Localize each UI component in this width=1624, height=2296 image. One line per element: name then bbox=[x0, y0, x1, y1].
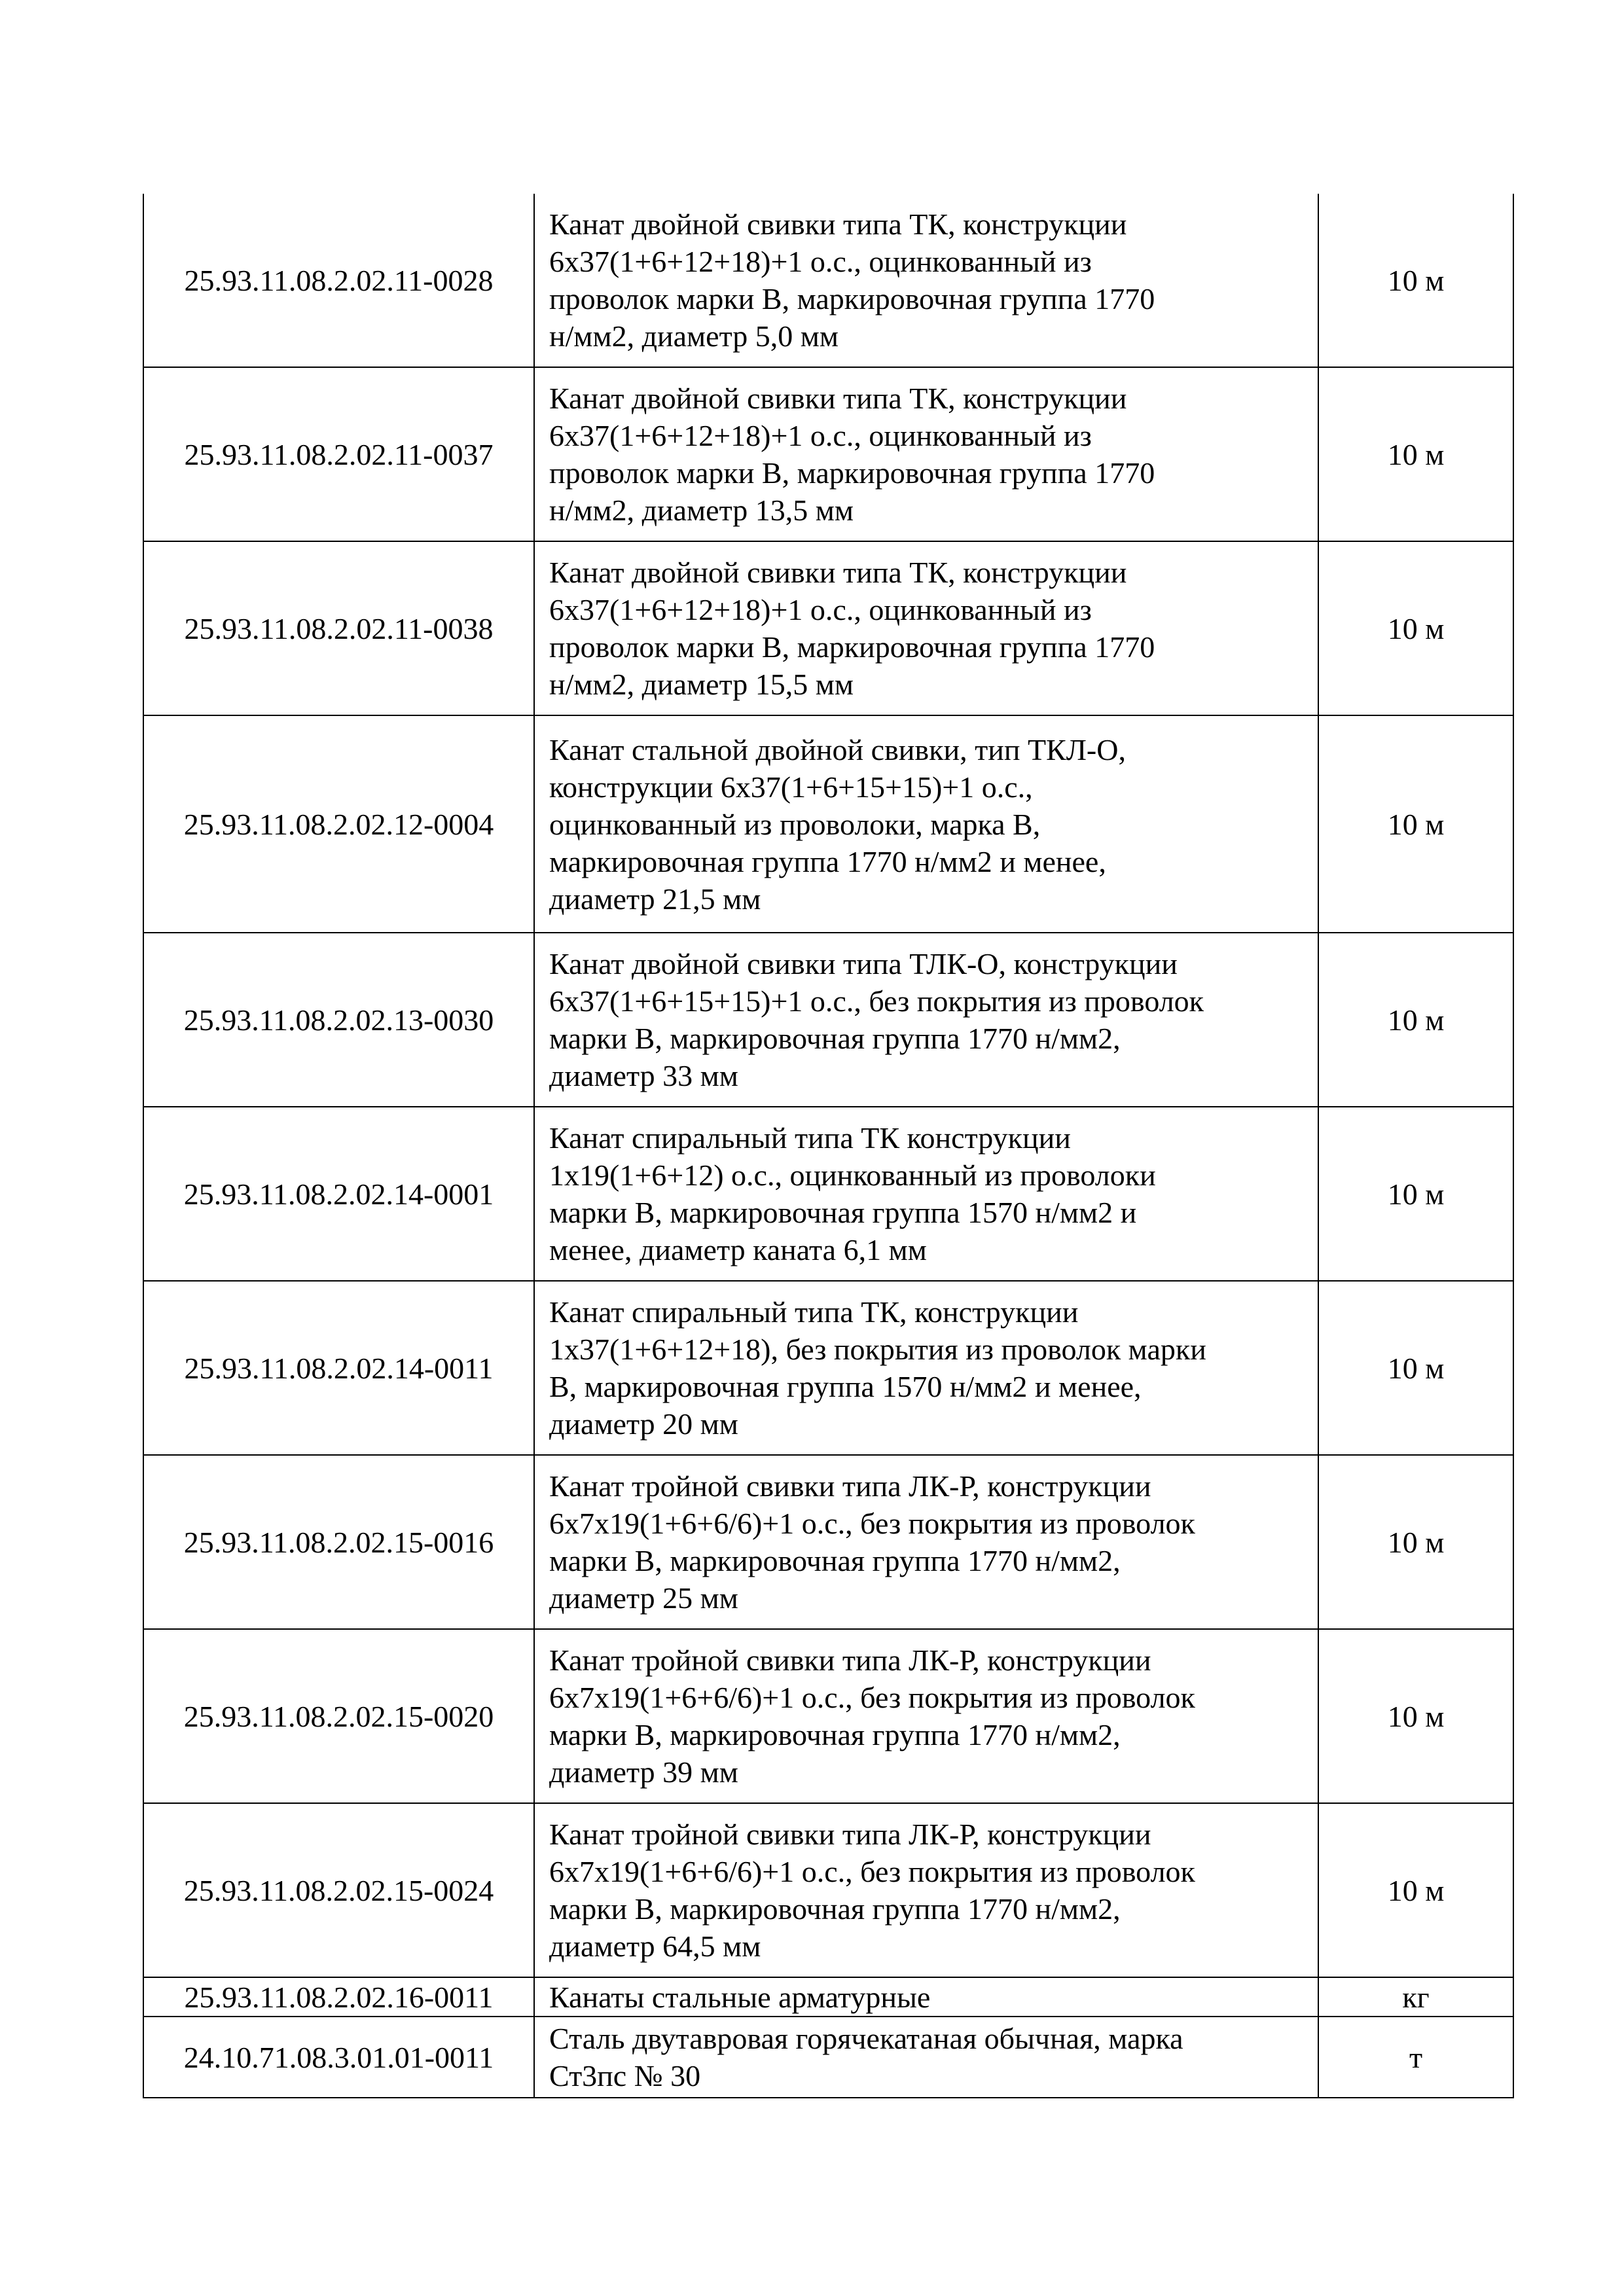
description-line: марки В, маркировочная группа 1770 н/мм2, bbox=[549, 1544, 1121, 1577]
description-line: н/мм2, диаметр 5,0 мм bbox=[549, 319, 839, 353]
description-line: Канат тройной свивки типа ЛК-Р, конструкции bbox=[549, 1643, 1151, 1677]
material-description bbox=[534, 1281, 1318, 1455]
material-code: 25.93.11.08.2.02.11-0037 bbox=[143, 367, 534, 541]
table-row bbox=[143, 1455, 1513, 1629]
material-description bbox=[534, 367, 1318, 541]
description-line: диаметр 20 мм bbox=[549, 1407, 738, 1441]
measure-unit: 10 м bbox=[1318, 1281, 1513, 1455]
description-line: оцинкованный из проволоки, марка В, bbox=[549, 807, 1041, 841]
measure-unit: т bbox=[1318, 2017, 1513, 2098]
material-code: 25.93.11.08.2.02.16-0011 bbox=[143, 1977, 534, 2017]
measure-unit: 10 м bbox=[1318, 1107, 1513, 1281]
description-line: марки В, маркировочная группа 1570 н/мм2 и bbox=[549, 1196, 1137, 1229]
material-description bbox=[534, 194, 1318, 367]
measure-unit: 10 м bbox=[1318, 1455, 1513, 1629]
description-line: 1х37(1+6+12+18), без покрытия из проволок марки bbox=[549, 1333, 1206, 1366]
description-line: 6х37(1+6+12+18)+1 о.с., оцинкованный из bbox=[549, 419, 1092, 452]
table-row bbox=[143, 1977, 1513, 2017]
description-line: н/мм2, диаметр 15,5 мм bbox=[549, 668, 854, 701]
description-line: проволок марки В, маркировочная группа 1770 bbox=[549, 456, 1155, 490]
description-line: диаметр 25 мм bbox=[549, 1581, 738, 1615]
description-line: диаметр 64,5 мм bbox=[549, 1929, 761, 1963]
material-description bbox=[534, 715, 1318, 933]
measure-unit: 10 м bbox=[1318, 367, 1513, 541]
material-description bbox=[534, 1977, 1318, 2017]
description-line: марки В, маркировочная группа 1770 н/мм2, bbox=[549, 1022, 1121, 1055]
materials-table bbox=[143, 194, 1514, 2098]
measure-unit: 10 м bbox=[1318, 541, 1513, 715]
description-line: Канат двойной свивки типа ТЛК-О, конструкции bbox=[549, 947, 1178, 980]
table-row bbox=[143, 194, 1513, 367]
description-line: 6х37(1+6+12+18)+1 о.с., оцинкованный из bbox=[549, 593, 1092, 626]
table-row bbox=[143, 1281, 1513, 1455]
description-line: марки В, маркировочная группа 1770 н/мм2, bbox=[549, 1718, 1121, 1751]
description-line: диаметр 21,5 мм bbox=[549, 882, 761, 916]
description-line: 6х37(1+6+12+18)+1 о.с., оцинкованный из bbox=[549, 245, 1092, 278]
description-line: Канат стальной двойной свивки, тип ТКЛ-О, bbox=[549, 732, 1126, 766]
table-row bbox=[143, 1629, 1513, 1803]
description-line: менее, диаметр каната 6,1 мм bbox=[549, 1233, 927, 1266]
description-line: В, маркировочная группа 1570 н/мм2 и менее, bbox=[549, 1370, 1142, 1403]
measure-unit: 10 м bbox=[1318, 715, 1513, 933]
description-line: 6х37(1+6+15+15)+1 о.с., без покрытия из проволок bbox=[549, 984, 1204, 1018]
description-line: н/мм2, диаметр 13,5 мм bbox=[549, 493, 854, 527]
description-line: 1х19(1+6+12) о.с., оцинкованный из проволоки bbox=[549, 1158, 1156, 1192]
table-row bbox=[143, 367, 1513, 541]
description-line: Канат двойной свивки типа ТК, конструкции bbox=[549, 382, 1127, 415]
table-row bbox=[143, 715, 1513, 933]
description-line: 6х7х19(1+6+6/6)+1 о.с., без покрытия из проволок bbox=[549, 1681, 1195, 1714]
table-row bbox=[143, 2017, 1513, 2098]
description-line: конструкции 6х37(1+6+15+15)+1 о.с., bbox=[549, 770, 1033, 804]
table-row bbox=[143, 933, 1513, 1107]
measure-unit: 10 м bbox=[1318, 194, 1513, 367]
material-description bbox=[534, 1107, 1318, 1281]
material-code: 25.93.11.08.2.02.15-0024 bbox=[143, 1803, 534, 1977]
description-line: маркировочная группа 1770 н/мм2 и менее, bbox=[549, 844, 1106, 878]
description-line: Канат спиральный типа ТК, конструкции bbox=[549, 1295, 1079, 1329]
description-line: Канат спиральный типа ТК конструкции bbox=[549, 1121, 1071, 1155]
measure-unit: 10 м bbox=[1318, 1803, 1513, 1977]
material-description bbox=[534, 1803, 1318, 1977]
table-row bbox=[143, 541, 1513, 715]
material-description bbox=[534, 541, 1318, 715]
description-line: Канат двойной свивки типа ТК, конструкции bbox=[549, 207, 1127, 241]
description-line: Канат двойной свивки типа ТК, конструкции bbox=[549, 556, 1127, 589]
description-line: Канат тройной свивки типа ЛК-Р, конструкции bbox=[549, 1818, 1151, 1851]
table-row bbox=[143, 1107, 1513, 1281]
material-code: 25.93.11.08.2.02.14-0011 bbox=[143, 1281, 534, 1455]
description-line: марки В, маркировочная группа 1770 н/мм2, bbox=[549, 1892, 1121, 1926]
description-line: Канаты стальные арматурные bbox=[549, 1980, 931, 2014]
material-description bbox=[534, 933, 1318, 1107]
material-code: 24.10.71.08.3.01.01-0011 bbox=[143, 2017, 534, 2098]
material-code: 25.93.11.08.2.02.11-0038 bbox=[143, 541, 534, 715]
description-line: Канат тройной свивки типа ЛК-Р, конструкции bbox=[549, 1469, 1151, 1503]
measure-unit: 10 м bbox=[1318, 933, 1513, 1107]
material-code: 25.93.11.08.2.02.15-0016 bbox=[143, 1455, 534, 1629]
material-description bbox=[534, 2017, 1318, 2098]
material-description bbox=[534, 1629, 1318, 1803]
material-code: 25.93.11.08.2.02.13-0030 bbox=[143, 933, 534, 1107]
description-line: 6х7х19(1+6+6/6)+1 о.с., без покрытия из проволок bbox=[549, 1855, 1195, 1888]
material-description bbox=[534, 1455, 1318, 1629]
description-line: Сталь двутавровая горячекатаная обычная, марка bbox=[549, 2022, 1183, 2055]
description-line: диаметр 39 мм bbox=[549, 1755, 738, 1789]
measure-unit: кг bbox=[1318, 1977, 1513, 2017]
material-code: 25.93.11.08.2.02.14-0001 bbox=[143, 1107, 534, 1281]
material-code: 25.93.11.08.2.02.11-0028 bbox=[143, 194, 534, 367]
description-line: проволок марки В, маркировочная группа 1770 bbox=[549, 282, 1155, 315]
description-line: Ст3пс № 30 bbox=[549, 2059, 701, 2092]
measure-unit: 10 м bbox=[1318, 1629, 1513, 1803]
table-row bbox=[143, 1803, 1513, 1977]
material-code: 25.93.11.08.2.02.15-0020 bbox=[143, 1629, 534, 1803]
description-line: диаметр 33 мм bbox=[549, 1059, 738, 1092]
material-code: 25.93.11.08.2.02.12-0004 bbox=[143, 715, 534, 933]
description-line: 6х7х19(1+6+6/6)+1 о.с., без покрытия из проволок bbox=[549, 1507, 1195, 1540]
description-line: проволок марки В, маркировочная группа 1770 bbox=[549, 630, 1155, 664]
